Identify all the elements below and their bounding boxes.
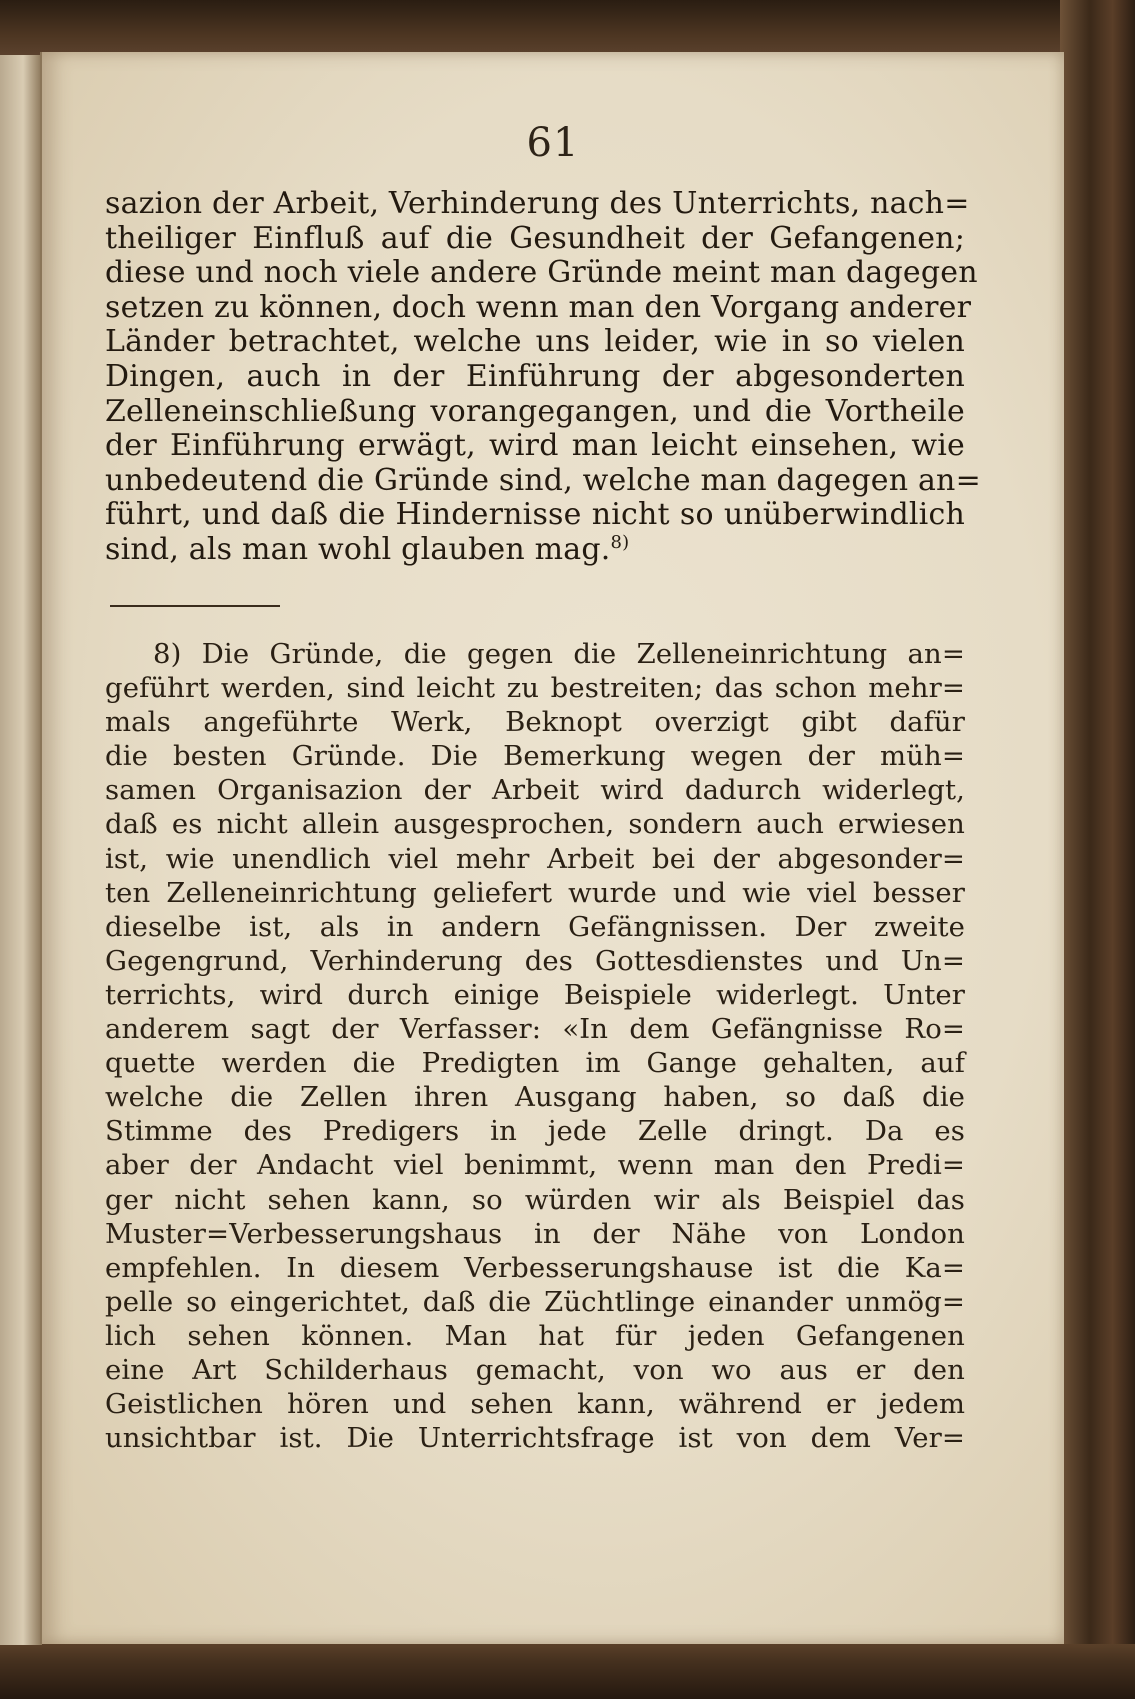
- footnote-line: dieselbe ist, als in andern Gefängnissen. Der zweite: [105, 910, 965, 943]
- main-text-line: sind, als man wohl glauben mag.: [105, 531, 611, 567]
- footnote-marker: 8): [153, 638, 182, 670]
- footnote-separator-rule: [110, 605, 280, 607]
- footnote-line: samen Organisazion der Arbeit wird dadurch widerlegt,: [105, 774, 965, 807]
- main-text-line: theiliger Einfluß auf die Gesundheit der Gefangenen;: [105, 220, 965, 256]
- book-cover-bottom-edge: [0, 1644, 1135, 1699]
- main-text-line: diese und noch viele andere Gründe meint man dagegen: [105, 255, 978, 291]
- footnote-line: daß es nicht allein ausgesprochen, sondern auch erwiesen: [105, 808, 965, 841]
- footnote-reference: 8): [610, 531, 630, 553]
- footnote-block: [105, 637, 965, 1455]
- page-number: 61: [526, 120, 580, 166]
- main-text-line: setzen zu können, doch wenn man den Vorgang anderer: [105, 289, 972, 325]
- footnote-line: eine Art Schilderhaus gemacht, von wo aus er den: [105, 1353, 965, 1386]
- previous-page-edge: [0, 55, 42, 1645]
- book-page: [40, 52, 1064, 1644]
- footnote-line: Geistlichen hören und sehen kann, während er jedem: [105, 1388, 965, 1421]
- footnote-line: ten Zelleneinrichtung geliefert wurde und wie viel besser: [105, 876, 965, 909]
- footnote-first-line: [105, 637, 965, 671]
- footnote-line: aber der Andacht viel benimmt, wenn man den Predi=: [105, 1149, 965, 1182]
- main-text-line: unbedeutend die Gründe sind, welche man dagegen an=: [105, 462, 981, 498]
- footnote-line: Gegengrund, Verhinderung des Gottesdienstes und Un=: [105, 944, 965, 977]
- footnote-line: pelle so eingerichtet, daß die Züchtlinge einander unmög=: [105, 1285, 965, 1318]
- footnote-line: geführt werden, sind leicht zu bestreiten; das schon mehr=: [105, 672, 965, 705]
- footnote-line: ger nicht sehen kann, so würden wir als Beispiel das: [105, 1183, 965, 1216]
- main-text-line: sazion der Arbeit, Verhinderung des Unterrichts, nach=: [105, 186, 970, 221]
- footnote-line: anderem sagt der Verfasser: «In dem Gefängnisse Ro=: [105, 1013, 965, 1046]
- book-cover-right-edge: [1060, 0, 1135, 1699]
- footnote-line: welche die Zellen ihren Ausgang haben, so daß die: [105, 1081, 965, 1114]
- main-text-line: führt, und daß die Hindernisse nicht so unüberwindlich: [105, 497, 965, 533]
- footnote-line: terrichts, wird durch einige Beispiele widerlegt. Unter: [105, 978, 965, 1011]
- footnote-line: die besten Gründe. Die Bemerkung wegen der müh=: [105, 740, 965, 773]
- book-cover-top-edge: [0, 0, 1135, 60]
- main-text-last-line: [105, 533, 965, 568]
- main-text-line: Länder betrachtet, welche uns leider, wie in so vielen: [105, 324, 965, 360]
- footnote-line: mals angeführte Werk, Beknopt overzigt gibt dafür: [105, 706, 965, 739]
- footnote-line: quette werden die Predigten im Gange gehalten, auf: [105, 1047, 965, 1080]
- main-text-block: [105, 186, 981, 568]
- footnote-line: Muster=Verbesserungshaus in der Nähe von London: [105, 1217, 965, 1250]
- main-text-line: Zelleneinschließung vorangegangen, und die Vortheile: [105, 393, 965, 429]
- footnote-line: Die Gründe, die gegen die Zelleneinrichtung an=: [201, 638, 965, 670]
- footnote-line: ist, wie unendlich viel mehr Arbeit bei der abgesonder=: [105, 842, 965, 875]
- footnote-line: empfehlen. In diesem Verbesserungshause ist die Ka=: [105, 1251, 965, 1284]
- footnote-line: unsichtbar ist. Die Unterrichtsfrage ist von dem Ver=: [105, 1422, 965, 1455]
- footnote-line: Stimme des Predigers in jede Zelle dringt. Da es: [105, 1115, 965, 1148]
- main-text-line: Dingen, auch in der Einführung der abgesonderten: [105, 358, 965, 394]
- footnote-line: lich sehen können. Man hat für jeden Gefangenen: [105, 1319, 965, 1352]
- main-text-line: der Einführung erwägt, wird man leicht einsehen, wie: [105, 428, 965, 464]
